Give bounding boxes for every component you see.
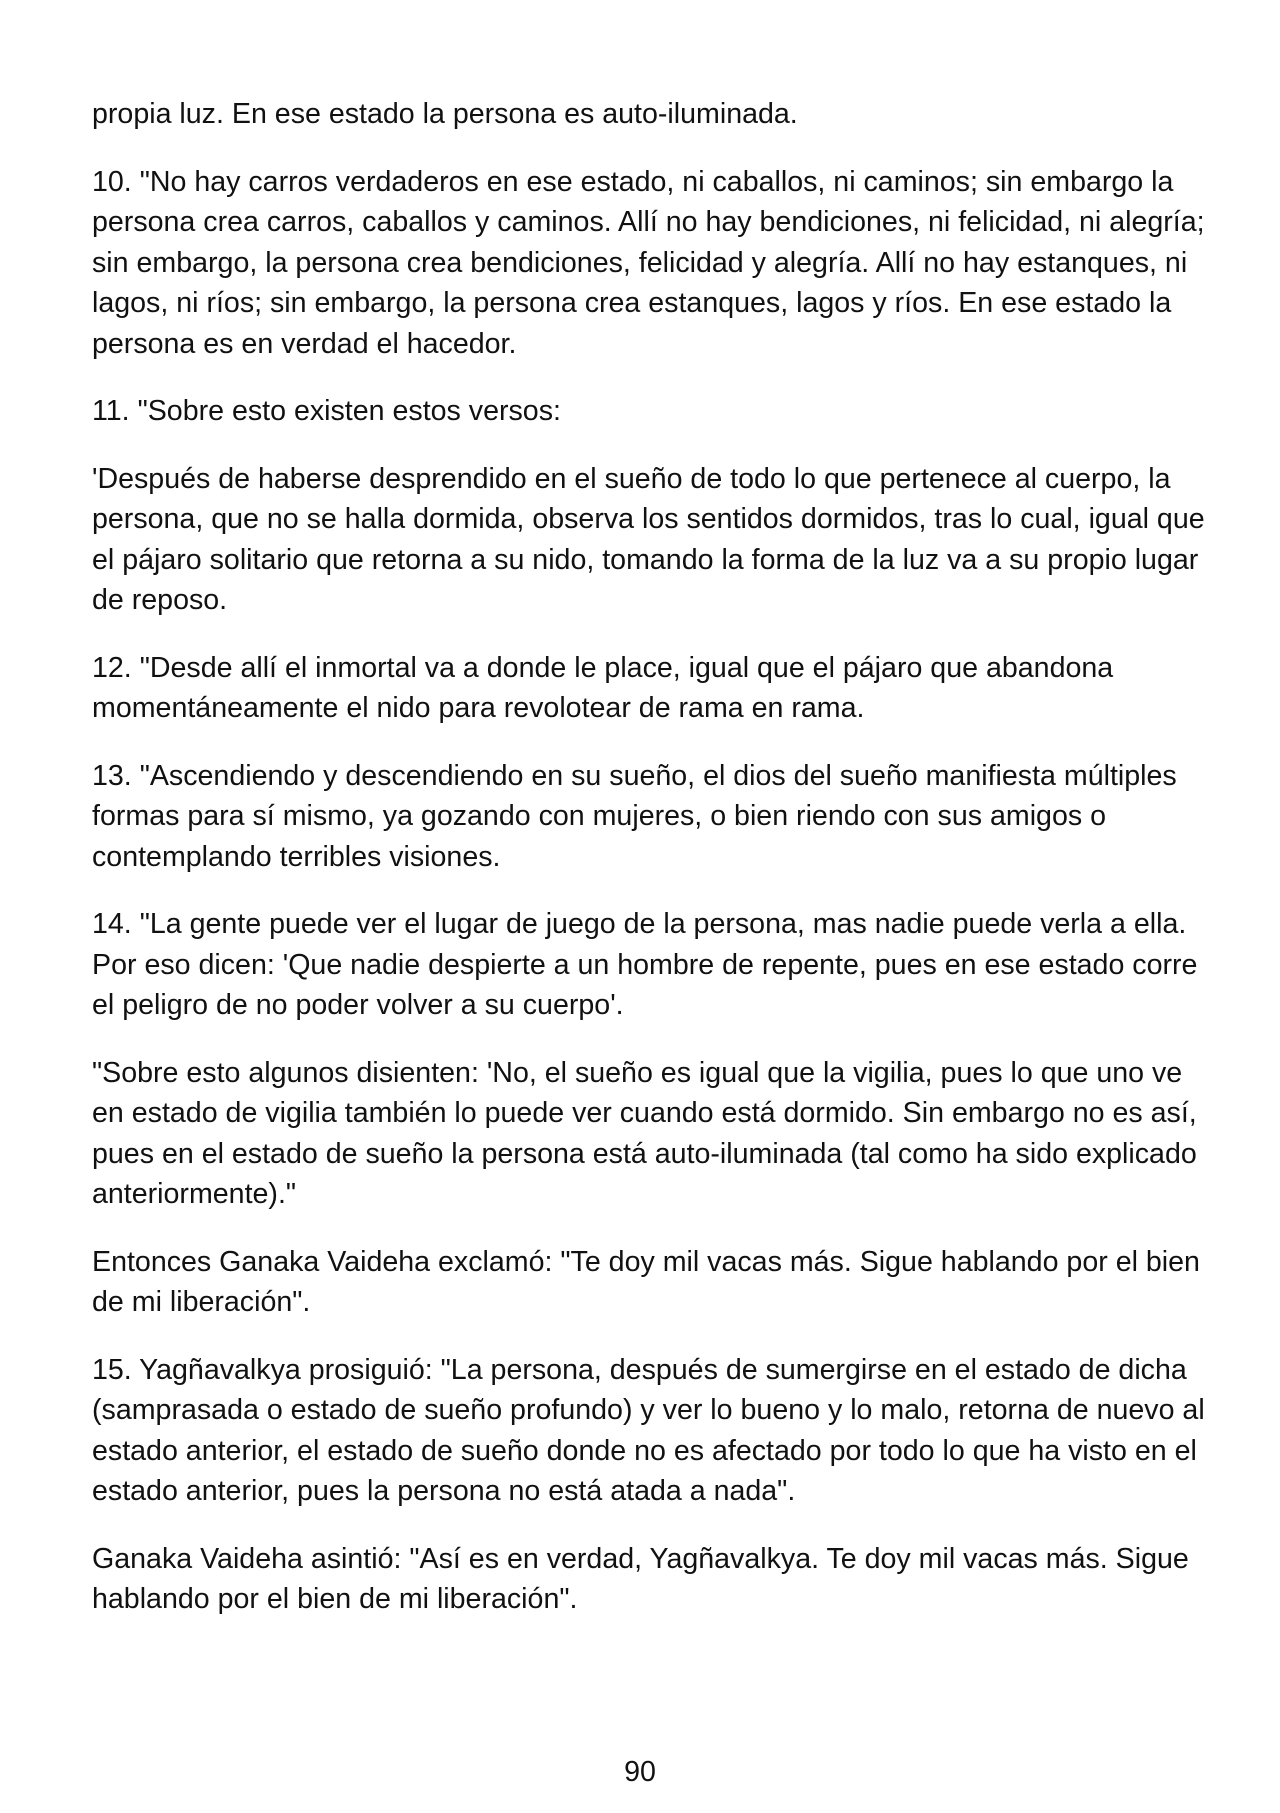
paragraph-continuation: propia luz. En ese estado la persona es auto-iluminada. bbox=[92, 98, 798, 130]
paragraph-verse-15: 15. Yagñavalkya prosiguió: "La persona, después de sumergirse en el estado de dicha (samprasada o estado de sueño profundo) y ver lo bueno y lo malo, retorna de nuevo al estado anterior, el estado de sueño donde no es afectado por todo lo que ha visto en el estado anterior, pues la persona no está atada a nada". bbox=[92, 1353, 1205, 1507]
page-number: 90 bbox=[624, 1756, 656, 1788]
paragraph-ganaka-assents: Ganaka Vaideha asintió: "Así es en verdad, Yagñavalkya. Te doy mil vacas más. Sigue hablando por el bien de mi liberación". bbox=[92, 1542, 1189, 1615]
body-text bbox=[92, 94, 1210, 1647]
paragraph-ganaka-exclaims: Entonces Ganaka Vaideha exclamó: "Te doy mil vacas más. Sigue hablando por el bien de mi liberación". bbox=[92, 1245, 1200, 1318]
paragraph-verse-13: 13. "Ascendiendo y descendiendo en su sueño, el dios del sueño manifiesta múltiples formas para sí mismo, ya gozando con mujeres, o bien riendo con sus amigos o contemplando terribles visiones. bbox=[92, 759, 1177, 873]
paragraph-verse-11: 11. "Sobre esto existen estos versos: bbox=[92, 395, 561, 427]
paragraph-verse-14: 14. "La gente puede ver el lugar de juego de la persona, mas nadie puede verla a ella. Por eso dicen: 'Que nadie despierte a un hombre de repente, pues en ese estado corre el peligro de no poder volver a su cuerpo'. bbox=[92, 908, 1198, 1021]
paragraph-dissent: "Sobre esto algunos disienten: 'No, el sueño es igual que la vigilia, pues lo que uno ve en estado de vigilia también lo puede ver cuando está dormido. Sin embargo no es así, pues en el estado de sueño la persona está auto-iluminada (tal como ha sido explicado anteriormente)." bbox=[92, 1056, 1197, 1210]
paragraph-quoted-verses: 'Después de haberse desprendido en el sueño de todo lo que pertenece al cuerpo, la persona, que no se halla dormida, observa los sentidos dormidos, tras lo cual, igual que el pájaro solitario que retorna a su nido, tomando la forma de la luz va a su propio lugar de reposo. bbox=[92, 462, 1205, 616]
paragraph-verse-12: 12. "Desde allí el inmortal va a donde le place, igual que el pájaro que abandona momentáneamente el nido para revolotear de rama en rama. bbox=[92, 651, 1114, 724]
paragraph-verse-10: 10. "No hay carros verdaderos en ese estado, ni caballos, ni caminos; sin embargo la persona crea carros, caballos y caminos. Allí no hay bendiciones, ni felicidad, ni alegría; sin embargo, la persona crea bendiciones, felicidad y alegría. Allí no hay estanques, ni lagos, ni ríos; sin embargo, la persona crea estanques, lagos y ríos. En ese estado la persona es en verdad el hacedor. bbox=[92, 165, 1205, 360]
